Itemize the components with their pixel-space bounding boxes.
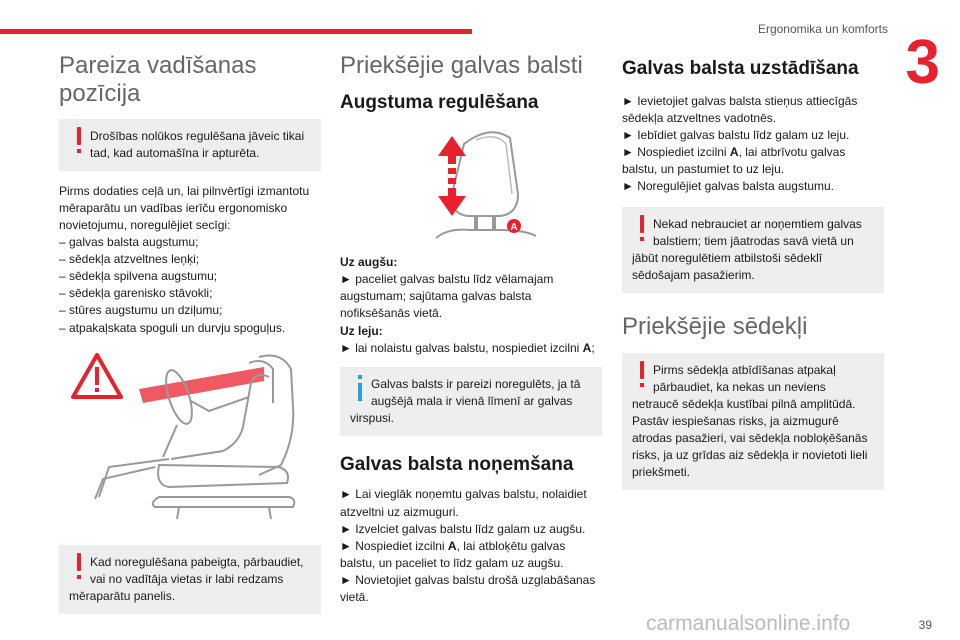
chapter-number: 3	[905, 28, 940, 97]
warning-note: Drošības nolūkos regulēšana jāveic tikai tad, kad automašīna ir apturēta.	[59, 119, 321, 171]
list-item: – sēdekļa atzveltnes leņķi;	[59, 252, 200, 267]
section-heading: Priekšējie galvas balsti	[340, 52, 583, 79]
warning-triangle-icon	[73, 355, 121, 397]
warning-icon	[71, 553, 87, 581]
install-text: ► Ievietojiet galvas balsta stieņus attiecīgās sēdekļa atzveltnes vadotnēs. ► Iebīdiet galvas balstu līdz galam uz leju. ► Nospiediet izcilni A, lai atbrīvotu galvas balstu, un pastumiet to uz leju. ► Noregulējiet galvas balsta augstumu.	[622, 93, 858, 193]
section-heading: Pareiza vadīšanas pozīcija	[59, 52, 257, 107]
warning-icon	[634, 215, 650, 243]
warning-icon	[634, 361, 650, 389]
list-item: – stūres augstumu un dziļumu;	[59, 303, 223, 318]
column-driving-position	[59, 52, 321, 626]
driver-seat-illustration	[59, 347, 321, 527]
section-heading: Priekšējie sēdekļi	[622, 313, 808, 341]
column-headrest-install	[622, 52, 884, 502]
warning-note: Kad noregulēšana pabeigta, pārbaudiet, vai no vadītāja vietas ir labi redzams mēraparātu panelis.	[59, 545, 321, 614]
height-adjust-text: Uz augšu: ► paceliet galvas balstu līdz vēlamajam augstumam; sajūtama galvas balsta nofiksēšanās vietā. Uz leju: ► lai nolaistu galvas balstu, nospiediet izcilni A;	[340, 255, 595, 355]
subsection-heading: Galvas balsta noņemšana	[340, 453, 574, 475]
list-item: – sēdekļa garenisko stāvokli;	[59, 286, 213, 301]
warning-icon	[71, 127, 87, 155]
figure-label: A	[510, 222, 518, 234]
watermark: carmanualsonline.info	[646, 612, 851, 635]
info-icon	[352, 375, 368, 403]
section-heading: Galvas balsta uzstādīšana	[622, 58, 859, 79]
driver-seat-drawing	[59, 347, 321, 527]
headrest-drawing	[340, 124, 602, 242]
section-title: Ergonomika un komforts	[757, 22, 888, 36]
list-item: – atpakaļskata spoguli un durvju spoguļus.	[59, 320, 286, 335]
warning-note: Pirms sēdekļa atbīdīšanas atpakaļ pārbaudiet, ka nekas un neviens netraucē sēdekļa kustībai pilnā amplitūdā. Pastāv iespiešanas risks, ja aizmugurē atrodas pasažieri, vai sēdekļa nobloķēšanās risks, ja uz grīdas aiz sēdekļa ir novietoti lieli priekšmeti.	[622, 353, 884, 490]
headrest-illustration	[340, 124, 602, 242]
list-item: – sēdekļa spilvena augstumu;	[59, 269, 218, 284]
warning-note: Nekad nebrauciet ar noņemtiem galvas balstiem; tiem jāatrodas savā vietā un jābūt noregulētiem atbilstoši sēdeklī sēdošajam pasažierim.	[622, 207, 884, 293]
info-note: Galvas balsts ir pareizi noregulēts, ja tā augšējā mala ir vienā līmenī ar galvas virspusi.	[340, 367, 602, 436]
column-front-headrests	[340, 52, 602, 606]
up-down-arrow-icon	[438, 136, 466, 216]
removal-text: ► Lai vieglāk noņemtu galvas balstu, nolaidiet atzveltni uz aizmuguri. ► Izvelciet galvas balstu līdz galam uz augšu. ► Nospiediet izcilni A, lai atbloķētu galvas balstu, un paceliet to līdz galam uz augšu. ► Novietojiet galvas balstu drošā uzglabāšanas vietā.	[340, 487, 596, 604]
header-accent-bar	[0, 29, 472, 34]
intro-text: Pirms dodaties ceļā un, lai pilnvērtīgi izmantotu mēraparātu un vadības ierīču ergonomisko novietojumu, noregulējiet secīgi: – galvas balsta augstumu; – sēdekļa atzveltnes leņķi; – sēdekļa spilvena augstumu; – sēdekļa garenisko stāvokli; – stūres augstumu un dziļumu; – atpakaļskata spoguli un durvju spoguļus.	[59, 183, 321, 336]
list-item: – galvas balsta augstumu;	[59, 235, 199, 250]
subsection-heading: Augstuma regulēšana	[340, 91, 539, 113]
page-number: 39	[918, 618, 932, 632]
